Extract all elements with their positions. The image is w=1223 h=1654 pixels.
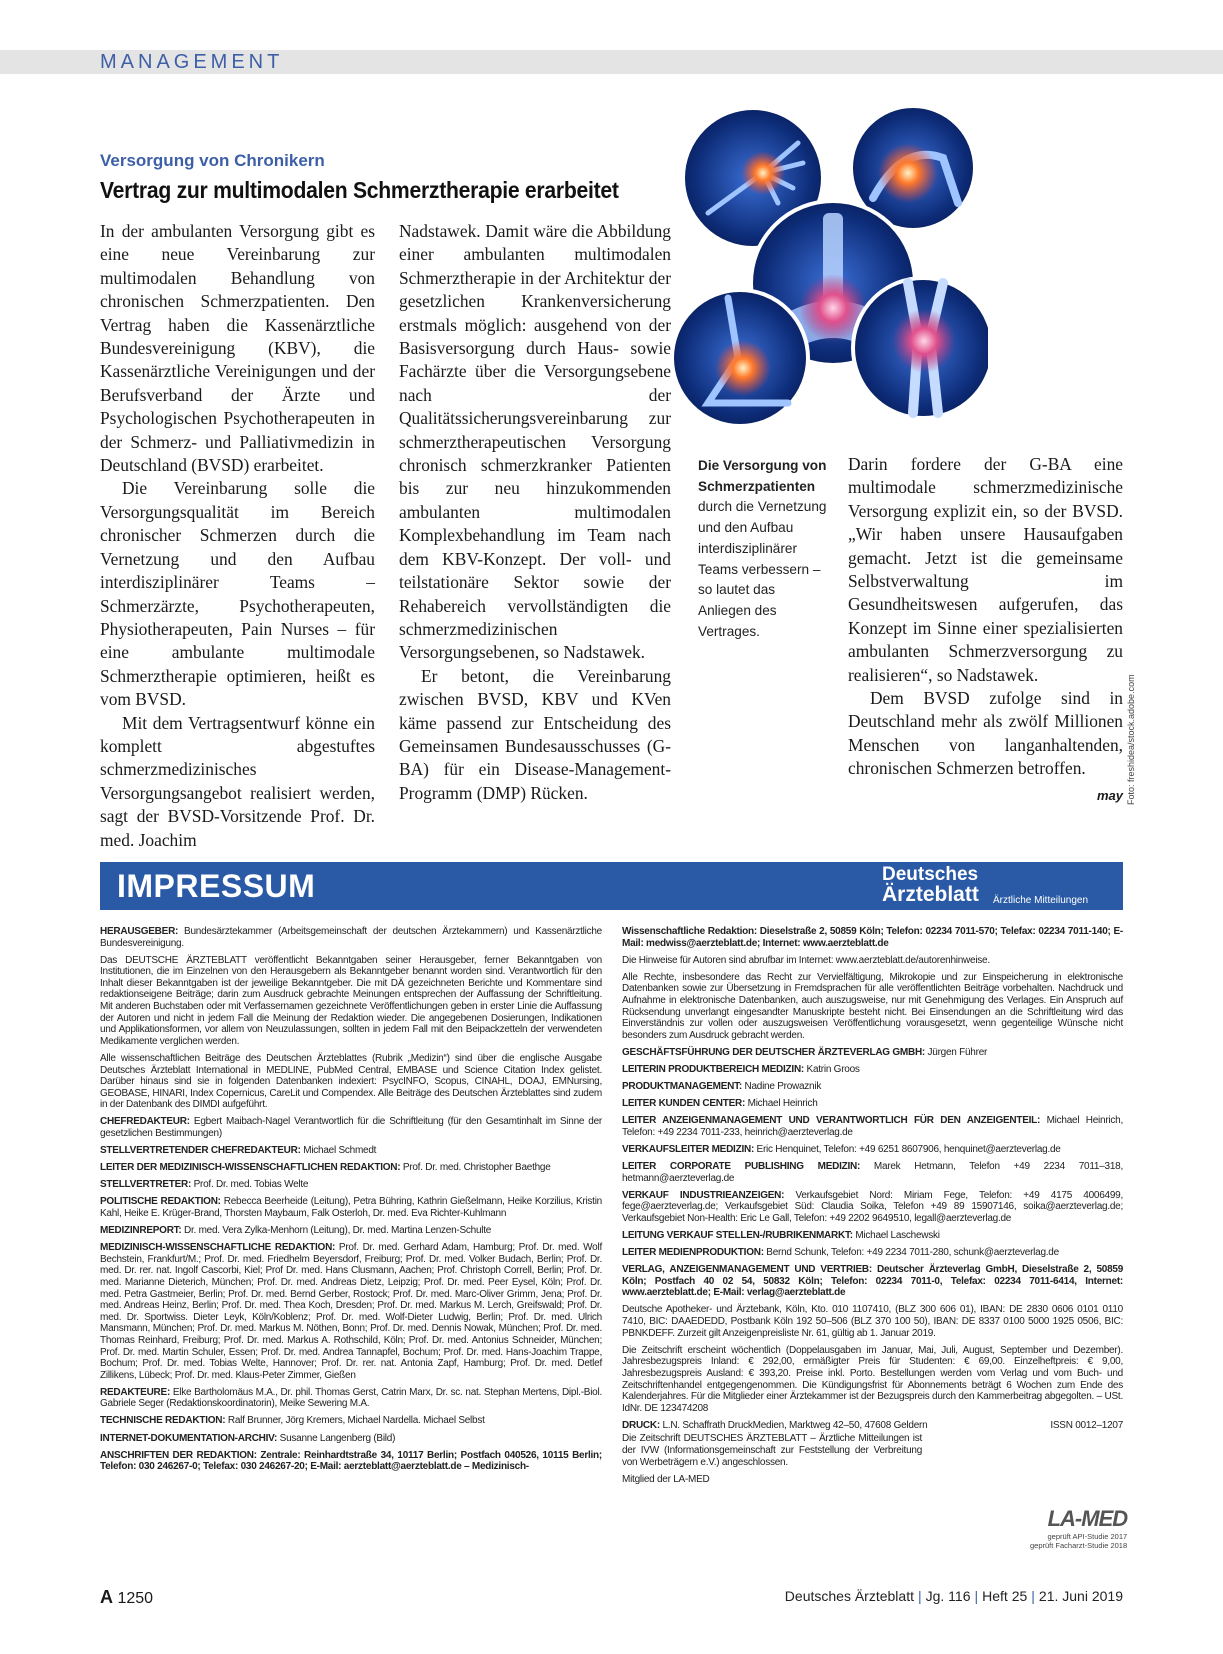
impressum-entry (622, 955, 1123, 967)
impressum-entry (622, 1081, 1123, 1093)
la-med-line: geprüft Facharzt-Studie 2018 (1030, 1541, 1128, 1550)
journal-name: Deutsches Ärzteblatt (784, 1588, 914, 1604)
page-number (100, 1587, 153, 1608)
entry-label: VERKAUF INDUSTRIEANZEIGEN: (622, 1189, 785, 1201)
impressum-entry (100, 1225, 602, 1237)
entry-text: Prof. Dr. med. Gerhard Adam, Hamburg; Prof. Dr. med. Wolf Bechstein, Frankfurt/M.; Prof. Dr. med. Friedhelm Beyersdorf, Freiburg; Prof. Dr. med. Volker Budach, Berlin; Prof. Dr. med. Dr. rer. nat. Ingolf Cascorbi, Kiel; Prof Dr. med. Hans Clusmann, Aachen; Prof. Christoph Correll, Berlin; Prof. Dr. med. Marianne Dieterich, München; Prof. Dr. med. Andreas Dietz, Leipzig; Prof. Dr. med. Peer Eysel, Köln; Prof. Dr. med. Petra Gastmeier, Berlin; Prof. Dr. med. Bernd Gerber, Rostock; Prof. Dr. med. Marc-Oliver Grimm, Jena; Prof. Dr. med. Andreas Heinz, Berlin; Prof. Dr. med. Thea Koch, Dresden; Prof. Dr. med. Markus M. Lerch, Greifswald; Prof. Dr. med. Dr. Sportwiss. Dieter Leyk, Köln/Koblenz; Prof. Dr. med. Wolf-Dieter Ludwig, Berlin; Prof. Dr. med. Ulrich Mansmann, München; Prof. Dr. med. Markus M. Nöthen, Bonn; Prof. Dr. med. Dennis Nowak, München; Prof. Dr. med. Thomas Reinhard, Freiburg; Prof. Dr. med. Markus A. Rothschild, Köln; Prof. Dr. med. Antonius Schneider, München; Prof. Dr. med. Martin Schuler, Essen; Prof. Dr. med. Andrea Tannapfel, Bochum; Prof. Dr. med. Hans-Joachim Trappe, Bochum; Prof. Dr. med. Tobias Welte, Hannover; Prof. Dr. rer. nat. Antonia Zapf, Hamburg; Prof. Dr. med. Detlef Zillikens, Lübeck; Prof. Dr. med. Klaus-Peter Zimmer, Gießen (100, 1242, 602, 1381)
page-prefix: A (100, 1587, 113, 1607)
entry-text: Marek Hetmann, Telefon +49 2234 7011–318, hetmann@aerzteverlag.de (622, 1161, 1123, 1184)
paragraph: In der ambulanten Versorgung gibt es eine neue Vereinbarung zur multimodalen Behandlung von chronischen Schmerzpatienten. Den Vertrag haben die Kassenärztliche Bundesvereinigung (KBV), die Kassenärztliche Vereinigungen und der Berufsverband der Ärzte und Psychologischen Psychotherapeuten in der Schmerz- und Palliativmedizin in Deutschland (BVSD) erarbeitet. (100, 221, 375, 476)
entry-text: Bundesärztekammer (Arbeitsgemeinschaft der deutschen Ärztekammern) und Kassenärztliche Bundesvereinigung. (100, 926, 602, 949)
caption-text: durch die Vernetzung und den Aufbau interdisziplinärer Teams verbessern – so lautet das Anliegen des Vertrages. (698, 499, 827, 639)
section-label: MANAGEMENT (100, 51, 284, 73)
entry-label: DRUCK: (622, 1419, 660, 1431)
impressum-title: IMPRESSUM (117, 868, 316, 904)
article-column-4 (848, 453, 1123, 807)
impressum-entry (622, 1474, 1123, 1486)
entry-label: GESCHÄFTSFÜHRUNG DER DEUTSCHER ÄRZTEVERLAG GMBH: (622, 1046, 925, 1058)
impressum-entry (622, 1190, 1123, 1225)
la-med-logo: LA-MED (1047, 1506, 1128, 1531)
entry-text: Ralf Brunner, Jörg Kremers, Michael Nardella. Michael Selbst (225, 1415, 485, 1427)
paragraph: Nadstawek. Damit wäre die Abbildung einer ambulanten multimodalen Schmerztherapie in der Architektur der gesetzlichen Krankenversicherung erstmals möglich: ausgehend von der Basisversorgung durch Haus- sowie Fachärzte über die Versorgungsebene nach der Qualitätssicherungsvereinbarung zur schmerztherapeutischen Versorgung chronisch schmerzkranker Patienten bis zur neu hinzukommenden ambulanten multimodalen Komplexbehandlung im Team nach dem KBV-Konzept. Der voll- und teilstationäre Sektor sowie der Rehabereich vervollständigten die schmerzmedizinischen Versorgungsebenen, so Nadstawek. (399, 221, 671, 663)
entry-label: LEITER DER MEDIZINISCH-WISSENSCHAFTLICHEN REDAKTION: (100, 1162, 401, 1174)
impressum-entry (100, 1053, 602, 1111)
photo-credit: Foto: freshidea/stock.adobe.com (1126, 674, 1136, 805)
paragraph: Darin fordere der G-BA eine multimodale schmerzmedizinische Versorgung explizit ein, so der BVSD. „Wir haben unsere Hausaufgaben gemacht. Jetzt ist die gemeinsame Selbstverwaltung im Gesundheitswesen aufgerufen, das Konzept im Sinne einer spezialisierten ambulanten Schmerzversorgung zu realisieren“, so Nadstawek. (848, 454, 1123, 685)
entry-text: Michael Schmedt (300, 1145, 377, 1157)
entry-text: Alle wissenschaftlichen Beiträge des Deutschen Ärzteblattes (Rubrik „Medizin“) sind über die englische Ausgabe Deutsches Ärzteblatt International in MEDLINE, PubMed Central, EMBASE und Science Citation Index gelistet. Darüber hinaus sind sie in folgenden Datenbanken indexiert: PsycINFO, Scopus, CINAHL, DOAJ, EMNursing, GEOBASE, HINARI, Index Copernicus, CareLit und Compendex. Alle Beiträge des Deutschen Ärzteblattes sind zudem in der Datenbank des DIMDI aufgeführt. (100, 1052, 602, 1111)
volume: Jg. 116 (925, 1588, 971, 1604)
impressum-entry (622, 1144, 1123, 1156)
impressum-entry (622, 1420, 1123, 1432)
entry-label: LEITER MEDIENPRODUKTION: (622, 1247, 764, 1259)
entry-label: PRODUKTMANAGEMENT: (622, 1081, 742, 1093)
entry-text: Katrin Groos (804, 1063, 860, 1075)
separator: | (917, 1588, 922, 1604)
entry-label: MEDIZINREPORT: (100, 1225, 182, 1237)
entry-text: Die Zeitschrift DEUTSCHES ÄRZTEBLATT – Ärztliche Mitteilungen ist der IVW (Informationsgemeinschaft zur Feststellung der Verbreitung von Werbeträgern e.V.) angeschlossen. (622, 1433, 922, 1468)
entry-text: Rebecca Beerheide (Leitung), Petra Bühring, Kathrin Gießelmann, Heike Korzilius, Kristin Kahl, Heike E. Krüger-Brand, Thorsten Maybaum, Falk Osterloh, Dr. med. Eva Richter-Kuhlmann (100, 1196, 602, 1219)
entry-text: Mitglied der LA-MED (622, 1473, 710, 1485)
brand-logo-line2: Ärzteblatt (882, 883, 979, 906)
entry-label: HERAUSGEBER: (100, 926, 179, 937)
entry-label: MEDIZINISCH-WISSENSCHAFTLICHE REDAKTION: (100, 1242, 336, 1254)
entry-label: LEITUNG VERKAUF STELLEN-/RUBRIKENMARKT: (622, 1229, 853, 1241)
impressum-entry (100, 1179, 602, 1191)
caption-bold: Die Versorgung von Schmerzpatienten (698, 458, 827, 494)
la-med-line: geprüft API-Studie 2017 (1047, 1532, 1128, 1541)
entry-text: Egbert Maibach-Nagel Verantwortlich für die Schriftleitung (für den Gesamtinhalt im Sinne der gesetzlichen Bestimmungen) (100, 1116, 602, 1139)
entry-label: REDAKTEURE: (100, 1386, 171, 1398)
impressum-entry (100, 1162, 602, 1174)
entry-text: Michael Laschewski (852, 1229, 940, 1241)
impressum-entry (100, 1116, 602, 1139)
impressum-entry (622, 1247, 1123, 1259)
entry-text: Prof. Dr. med. Tobias Welte (191, 1179, 309, 1191)
entry-label: STELLVERTRETER: (100, 1179, 192, 1191)
impressum-entry (622, 1433, 922, 1468)
footer-journal-info (785, 1588, 1123, 1604)
impressum-entry (622, 1098, 1123, 1110)
article-column-1 (100, 220, 375, 852)
la-med-badge (1030, 1506, 1127, 1550)
article-title: Vertrag zur multimodalen Schmerztherapie erarbeitet (100, 177, 619, 203)
entry-label: VERLAG, ANZEIGENMANAGEMENT UND VERTRIEB: Deutscher Ärzteverlag GmbH, Dieselstraße 2, 50859 Köln; Postfach 40 02 54, 50832 Köln; Telefon: 02234 7011-0, Telefax: 02234 7011-6414, Internet: www.aerzteblatt.de; E-Mail: verlag@aerzteblatt.de (622, 1264, 1123, 1299)
impressum-entry (100, 1145, 602, 1157)
brand-subtitle: Ärztliche Mitteilungen (993, 895, 1089, 906)
entry-text: Deutsche Apotheker- und Ärztebank, Köln, Kto. 010 1107410, (BLZ 300 606 01), IBAN: DE 2830 0606 0101 0110 7410, BIC: DAAEDEDD, Postbank Köln 192 50–506 (BLZ 370 100 50), IBAN: DE 8337 0100 5000 1925 0506, BIC: PBNKDEFF. Zurzeit gilt Anzeigenpreisliste Nr. 61, gültig ab 1. Januar 2019. (622, 1304, 1123, 1339)
issn: ISSN 0012–1207 (1050, 1419, 1123, 1431)
entry-label: Wissenschaftliche Redaktion: Dieselstraße 2, 50859 Köln; Telefon: 02234 7011-570; Telefax: 02234 7011-140; E-Mail: medwiss@aerzteblatt.de; Internet: www.aerzteblatt.de (622, 926, 1123, 949)
entry-label: ANSCHRIFTEN DER REDAKTION: Zentrale: Reinhardtstraße 34, 10117 Berlin; Postfach 040526, 10115 Berlin; Telefon: 030 246267-0; Telefax: 030 246267-20; E-Mail: aerzteblatt@aerzteblatt.de – Medizinisch- (100, 1449, 602, 1473)
entry-text: Dr. med. Vera Zylka-Menhorn (Leitung), Dr. med. Martina Lenzen-Schulte (181, 1225, 492, 1237)
entry-label: POLITISCHE REDAKTION: (100, 1196, 221, 1208)
entry-label: INTERNET-DOKUMENTATION-ARCHIV: (100, 1432, 278, 1444)
impressum-entry (622, 1064, 1123, 1076)
entry-text: Das DEUTSCHE ÄRZTEBLATT veröffentlicht Bekanntgaben seiner Herausgeber, ferner Bekanntgaben von Institutionen, die im Einzelnen von den Herausgebern als Bekanntgeber benannt worden sind. Verantwortlich für den Inhalt dieser Bekanntgaben ist der jeweilige Bekanntgeber. Die mit DÄ gezeichneten Berichte und Kommentare sind redaktionseigene Beiträge; darin zum Ausdruck gebrachte Meinungen entsprechen der Auffassung der Schriftleitung. Mit anderen Buchstaben oder mit Verfassernamen gezeichnete Veröffentlichungen geben in erster Linie die Auffassung der Autoren und nicht in jedem Fall die Meinung der Redaktion wieder. Die angegebenen Dosierungen, Indikationen und Applikationsformen, vor allem von Neuzulassungen, sollten in jedem Fall mit den Beipackzetteln der verwendeten Medikamente verglichen werden. (100, 954, 602, 1047)
impressum-entry (100, 1433, 602, 1445)
impressum-right-column (622, 926, 1123, 1491)
impressum-entry (622, 1047, 1123, 1059)
article-column-2 (399, 220, 671, 805)
impressum-entry (100, 926, 602, 949)
entry-text: Michael Heinrich, Telefon: +49 2234 7011-233, heinrich@aerzteverlag.de (622, 1115, 1123, 1138)
impressum-entry (622, 1264, 1123, 1299)
entry-label: TECHNISCHE REDAKTION: (100, 1415, 226, 1427)
impressum-entry (622, 926, 1123, 949)
entry-text: Susanne Langenberg (Bild) (277, 1432, 396, 1444)
entry-label: LEITER ANZEIGENMANAGEMENT UND VERANTWORTLICH FÜR DEN ANZEIGENTEIL: (622, 1115, 1041, 1127)
entry-label: VERKAUFSLEITER MEDIZIN: (622, 1143, 755, 1155)
entry-text: Alle Rechte, insbesondere das Recht zur Vervielfältigung, Mikrokopie und zur Einspeicherung in elektronische Datenbanken sowie zur Übersetzung in Fremdsprachen für alle veröffentlichten Beiträge vorbehalten. Nachdruck und Aufnahme in elektronische Datenbanken, auch auszugsweise, nur mit Genehmigung des Verlages. Ein Anspruch auf Rücksendung unverlangt eingesandter Manuskripte besteht nicht. Bei Einsendungen an die Schriftleitung wird das Einverständnis zur vollen oder auszugsweisen Veröffentlichung vorausgesetzt, wenn gegenteilige Wünsche nicht besonders zum Ausdruck gebracht werden. (622, 971, 1123, 1041)
impressum-entry (100, 1242, 602, 1381)
entry-text: Nadine Prowaznik (741, 1081, 822, 1093)
impressum-entry (100, 1450, 602, 1473)
entry-label: CHEFREDAKTEUR: (100, 1116, 190, 1128)
entry-text: L.N. Schaffrath DruckMedien, Marktweg 42–50, 47608 Geldern (659, 1419, 928, 1431)
pain-illustration (668, 103, 988, 428)
entry-text: Prof. Dr. med. Christopher Baethge (400, 1162, 551, 1174)
impressum-entry (622, 972, 1123, 1042)
article-kicker: Versorgung von Chronikern (100, 151, 325, 170)
paragraph-text: Dem BVSD zufolge sind in Deutschland mehr als zwölf Millionen Menschen von langanhaltenden, chronischen Schmerzen betroffen. (848, 688, 1123, 779)
impressum-entry (100, 1415, 602, 1427)
issue-date: 21. Juni 2019 (1038, 1588, 1123, 1604)
entry-label: STELLVERTRETENDER CHEFREDAKTEUR: (100, 1145, 301, 1157)
impressum-entry (622, 1304, 1123, 1339)
entry-text: Eric Henquinet, Telefon: +49 6251 8607906, henquinet@aerzteverlag.de (754, 1143, 1061, 1155)
impressum-entry (622, 1345, 1123, 1415)
entry-text: Die Zeitschrift erscheint wöchentlich (Doppelausgaben im Januar, Mai, Juli, August, September und Dezember). Jahresbezugspreis Inland: € 292,00, ermäßigter Preis für Studenten: € 69,00. Einzelheftpreis: € 9,00, Jahresbezugspreis Ausland: € 393,20. Preise inkl. Porto. Bestellungen werden vom Verlag und vom Buch- und Zeitschriftenhandel entgegengenommen. Die Kündigungsfrist für Abonnements beträgt 6 Wochen zum Ende des Kalenderjahres. Für die Mitglieder einer Ärztekammer ist der Bezugspreis durch den Kammerbeitrag abgegolten. – USt. IdNr. DE 123474208 (622, 1344, 1123, 1414)
paragraph: Die Vereinbarung solle die Versorgungsqualität im Bereich chronischer Schmerzen durch die Vernetzung und den Aufbau interdisziplinärer Teams – Schmerzärzte, Psychotherapeuten, Physiotherapeuten, Pain Nurses – für eine ambulante multimodale Schmerztherapie optimieren, heißt es vom BVSD. (100, 478, 375, 710)
separator: | (974, 1588, 979, 1604)
impressum-entry (100, 1196, 602, 1219)
entry-text: Verkaufsgebiet Nord: Miriam Fege, Telefon: +49 4175 4006499, fege@aerzteverlag.de; Verkaufsgebiet Süd: Claudia Soika, Telefon +49 89 15907146, soika@aerzteverlag.de; Verkaufsgebiet Non-Health: Eric Le Gall, Telefon: +49 2202 9649510, legall@aerzteverlag.de (622, 1189, 1123, 1224)
author-signature: may (1096, 787, 1123, 803)
entry-text: Michael Heinrich (745, 1098, 818, 1110)
impressum-left-column (100, 926, 602, 1478)
impressum-entry (100, 1387, 602, 1410)
entry-text: Elke Bartholomäus M.A., Dr. phil. Thomas Gerst, Catrin Marx, Dr. sc. nat. Stephan Mertens, Dipl.-Biol. Gabriele Seger (Redaktionskoordinatorin), Meike Sewering M.A. (100, 1386, 602, 1410)
paragraph: Er betont, die Vereinbarung zwischen BVSD, KBV und KVen käme passend zur Entscheidung des Gemeinsamen Bundesausschusses (G-BA) für ein Disease-Management-Programm (DMP) Rücken. (399, 665, 671, 803)
impressum-entry (622, 1115, 1123, 1138)
entry-label: LEITER KUNDEN CENTER: (622, 1098, 746, 1110)
entry-text: Die Hinweise für Autoren sind abrufbar im Internet: www.aerzteblatt.de/autorenhinweise. (622, 954, 990, 966)
entry-label: LEITER CORPORATE PUBLISHING MEDIZIN: (622, 1161, 861, 1172)
image-caption (698, 456, 828, 642)
xray-circles-image (668, 103, 988, 428)
paragraph: Mit dem Vertragsentwurf könne ein komplett abgestuftes schmerzmedizinisches Versorgungsangebot realisiert werden, sagt der BVSD-Vorsitzende Prof. Dr. med. Joachim (100, 712, 375, 850)
brand-logo-line1: Deutsches (882, 864, 979, 885)
impressum-entry (100, 955, 602, 1048)
entry-label: LEITERIN PRODUKTBEREICH MEDIZIN: (622, 1063, 804, 1075)
entry-text: Jürgen Führer (925, 1046, 988, 1058)
separator: | (1031, 1588, 1035, 1604)
issue: Heft 25 (982, 1588, 1028, 1604)
paragraph (848, 687, 1123, 803)
page-number-value: 1250 (117, 1590, 154, 1607)
entry-text: Bernd Schunk, Telefon: +49 2234 7011-280, schunk@aerzteverlag.de (763, 1247, 1059, 1259)
impressum-entry (622, 1161, 1123, 1184)
impressum-entry (622, 1230, 1123, 1242)
